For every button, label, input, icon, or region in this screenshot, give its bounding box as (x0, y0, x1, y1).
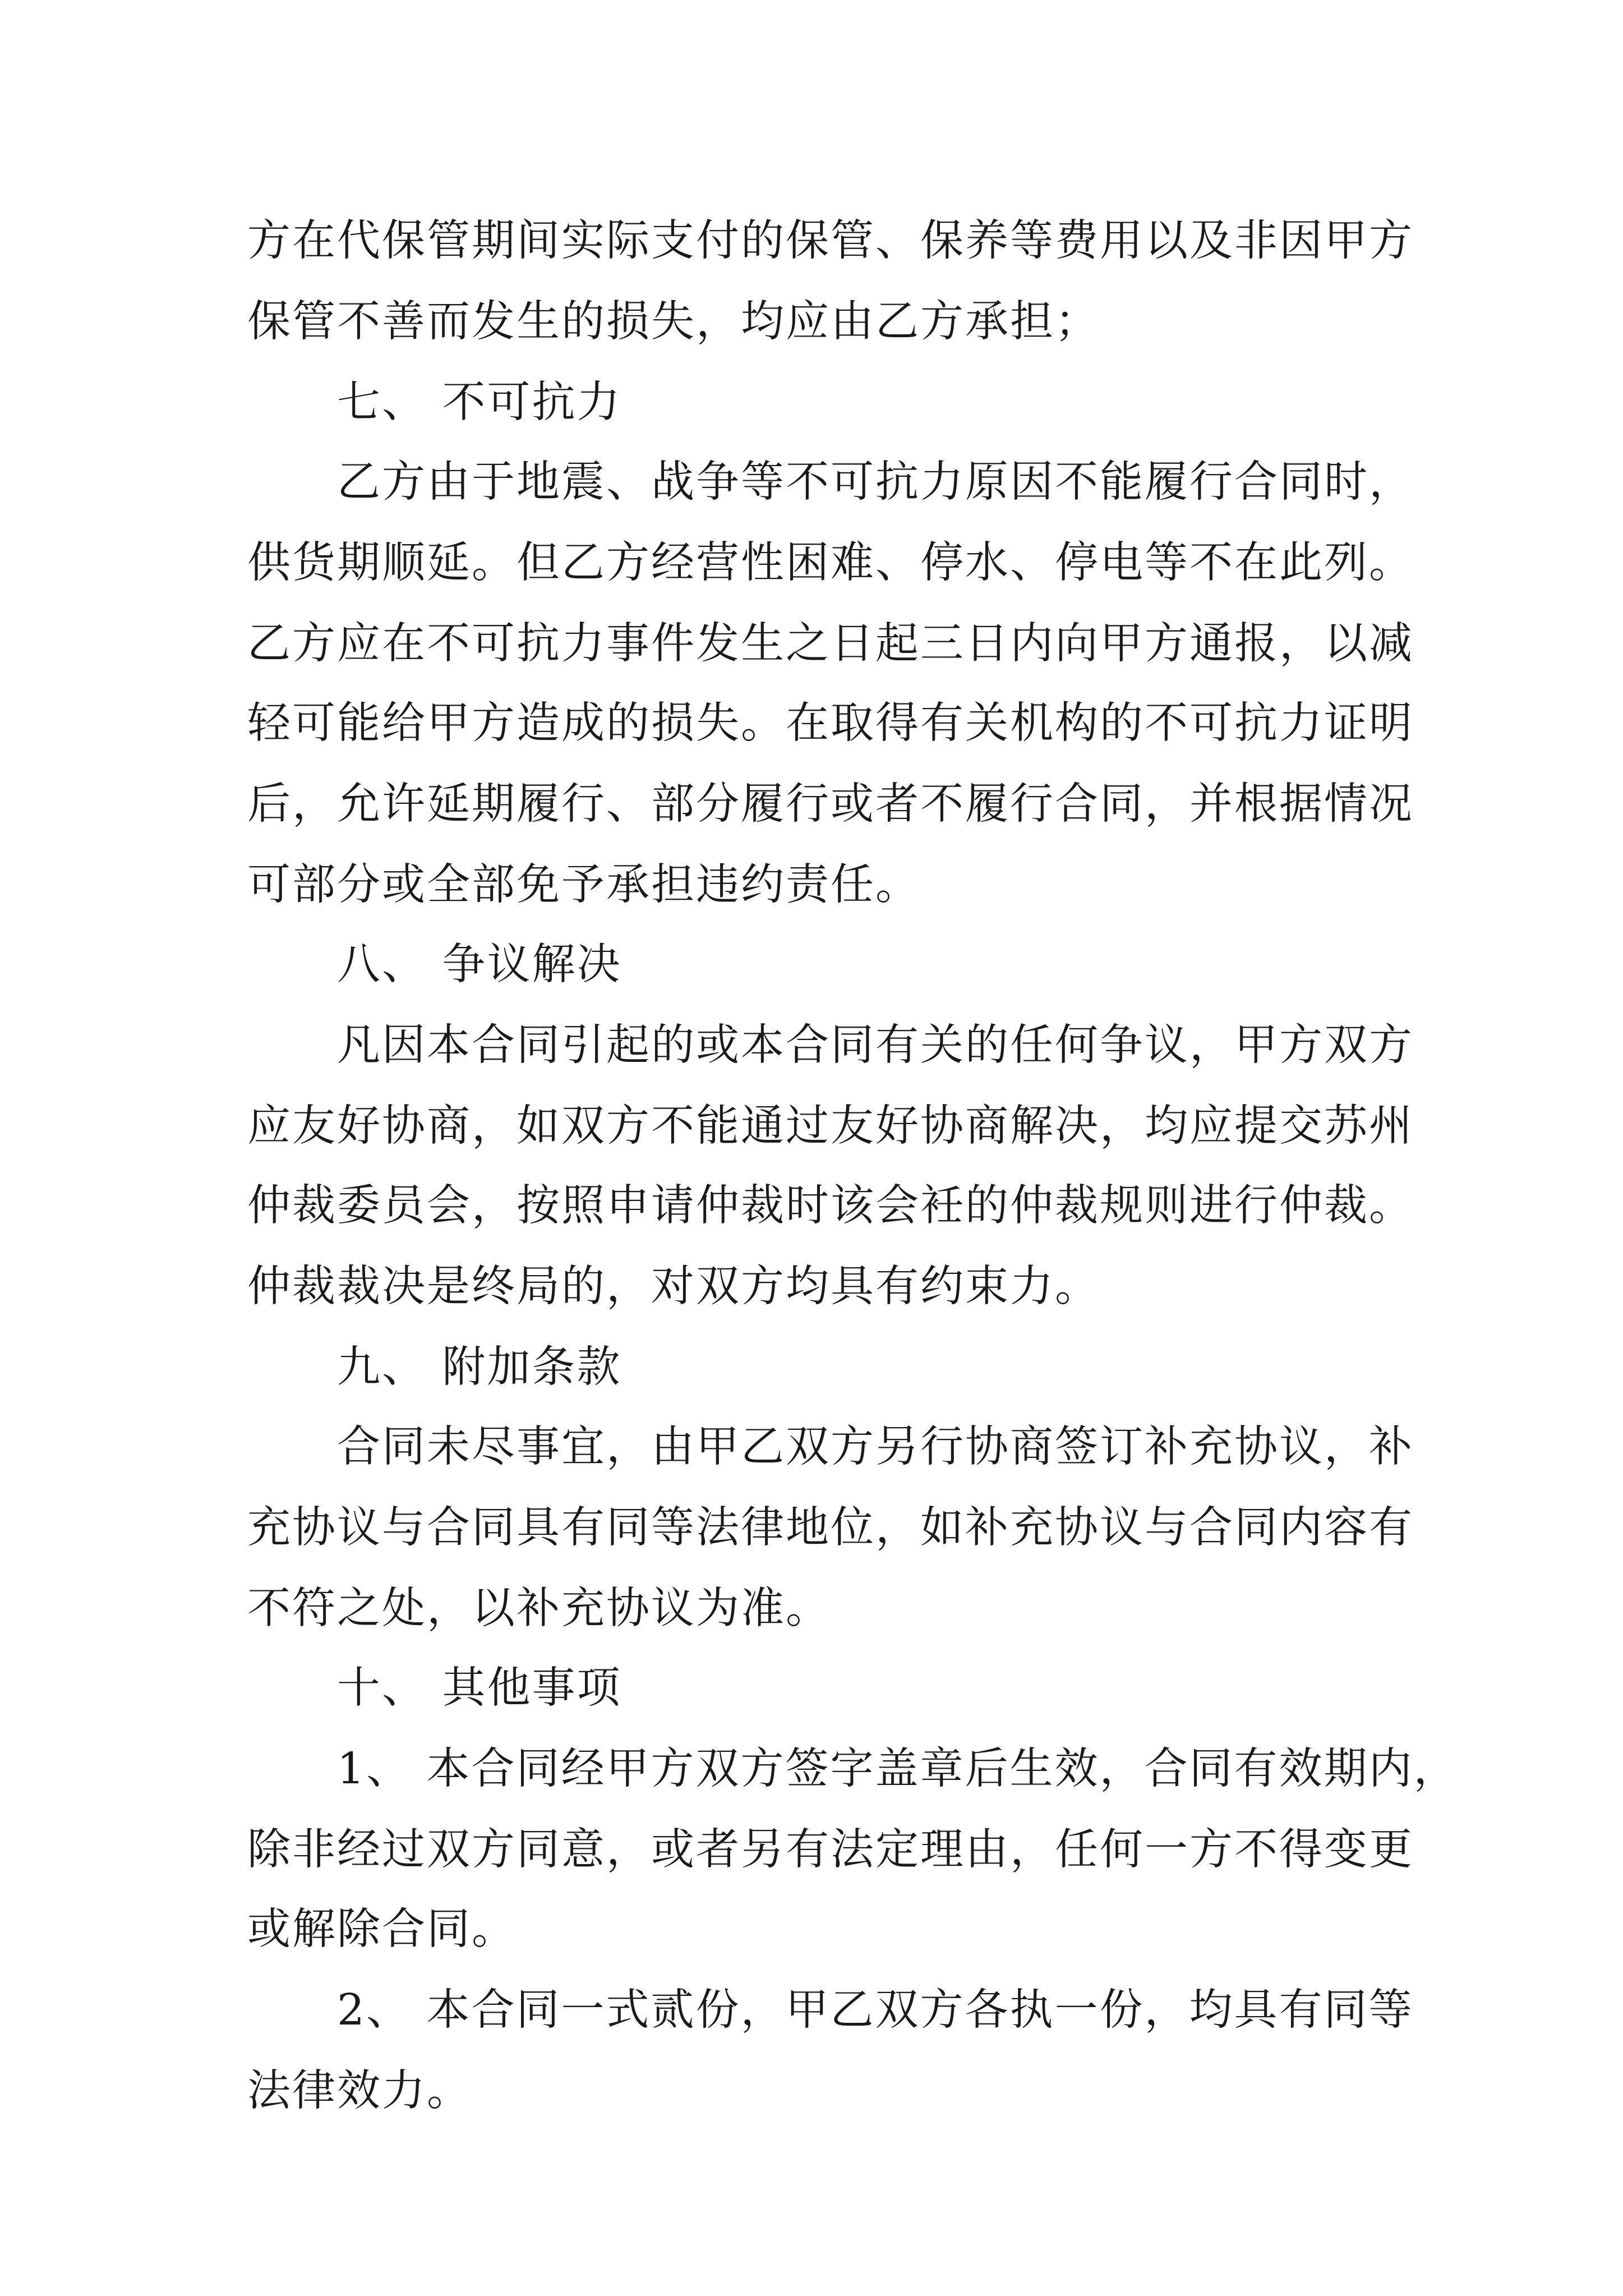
body-text-line: 保管不善而发生的损失，均应由乙方承担； (247, 297, 1100, 347)
body-text-line: 仲裁委员会，按照申请仲裁时该会衽的仲裁规则进行仲裁。 (247, 1181, 1414, 1231)
body-text-line: 供货期顺延。但乙方经营性困难、停水、停电等不在此列。 (247, 538, 1414, 588)
body-text-line: 凡因本合同引起的或本合同有关的任何争议，甲方双方 (337, 1020, 1414, 1070)
body-text-line: 轻可能给甲方造成的损失。在取得有关机构的不可抗力证明 (247, 698, 1414, 748)
body-text-line: 方在代保管期间实际支付的保管、保养等费用以及非因甲方 (247, 216, 1414, 266)
numbered-clause-2: 2、 本合同一式贰份，甲乙双方各执一份，均具有同等 (337, 1985, 1414, 2035)
body-text-line: 不符之处，以补充协议为准。 (247, 1584, 831, 1634)
body-text-line: 仲裁裁决是终局的，对双方均具有约束力。 (247, 1262, 1100, 1312)
body-text-line: 后，允许延期履行、部分履行或者不履行合同，并根据情况 (247, 779, 1414, 829)
numbered-clause-1: 1、 本合同经甲方双方签字盖章后生效，合同有效期内， (337, 1744, 1459, 1794)
section-heading-additional-terms: 九、 附加条款 (337, 1342, 622, 1392)
section-heading-force-majeure: 七、 不可抗力 (337, 378, 622, 427)
body-text-line: 可部分或全部免予承担违约责任。 (247, 860, 920, 910)
section-heading-other-matters: 十、 其他事项 (337, 1663, 622, 1713)
body-text-line: 充协议与合同具有同等法律地位，如补充协议与合同内容有 (247, 1503, 1414, 1553)
section-heading-dispute-resolution: 八、 争议解决 (337, 940, 622, 990)
body-text-line: 应友好协商，如双方不能通过友好协商解决，均应提交苏州 (247, 1101, 1414, 1151)
body-text-line: 除非经过双方同意，或者另有法定理由，任何一方不得变更 (247, 1825, 1414, 1875)
body-text-line: 或解除合同。 (247, 1904, 517, 1954)
body-text-line: 合同未尽事宜，由甲乙双方另行协商签订补充协议，补 (337, 1422, 1414, 1472)
body-text-line: 法律效力。 (247, 2066, 472, 2116)
body-text-line: 乙方由于地震、战争等不可抗力原因不能履行合同时， (337, 457, 1414, 507)
body-text-line: 乙方应在不可抗力事件发生之日起三日内向甲方通报，以减 (247, 619, 1414, 669)
